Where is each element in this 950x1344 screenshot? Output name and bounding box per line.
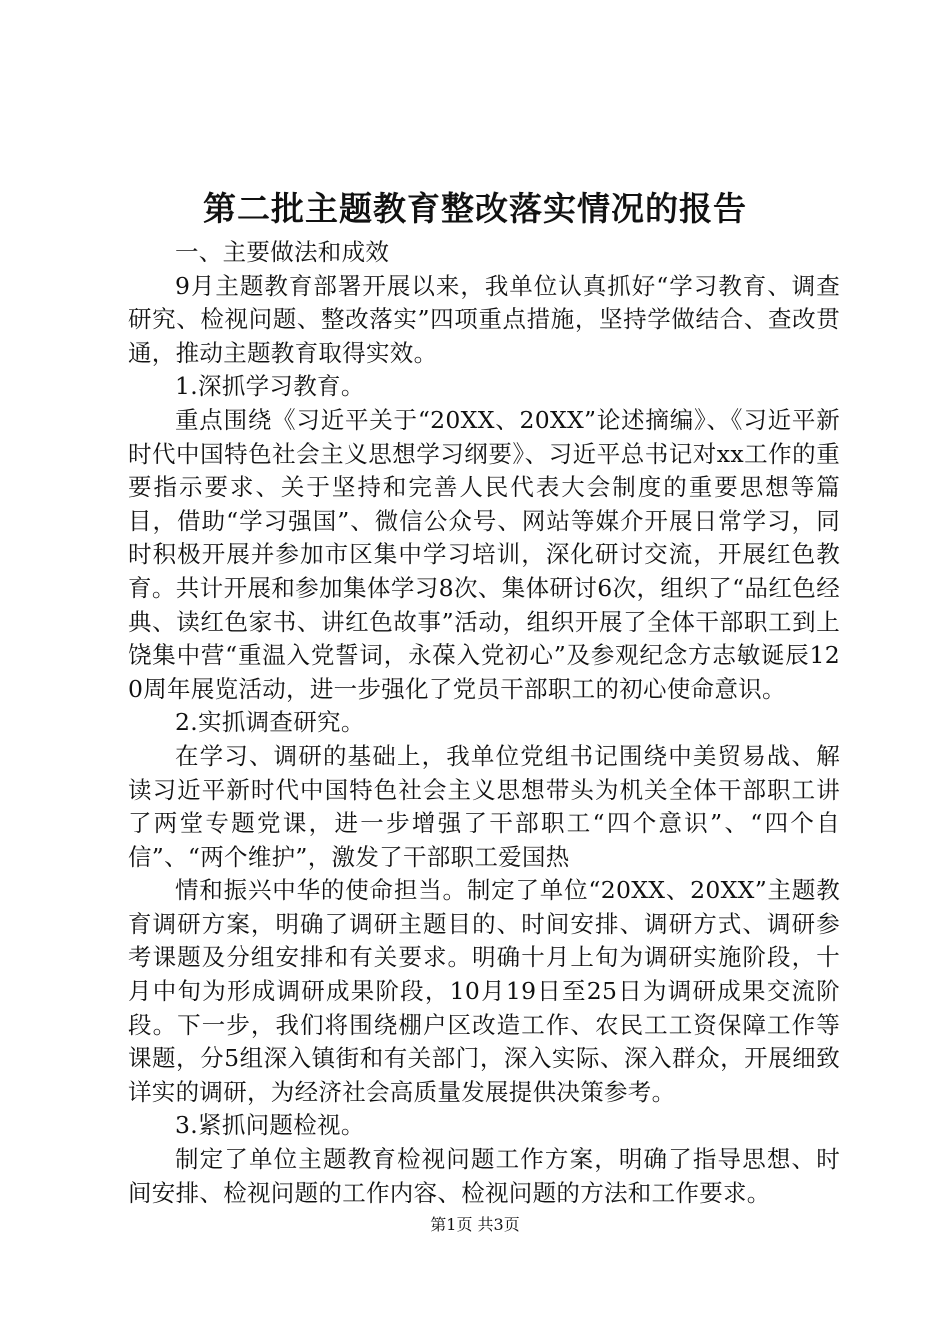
paragraph: 重点围绕《习近平关于“20XX、20XX”论述摘编》、《习近平新时代中国特色社会主义思想学习纲要》、习近平总书记对xx工作的重要指示要求、关于坚持和完善人民代表大会制度的重要思想等篇目，借助“学习强国”、微信公众号、网站等媒介开展日常学习，同时积极开展并参加市区集中学习培训，深化研讨交流，开展红色教育。共计开展和参加集体学习8次、集体研讨6次，组织了“品红色经典、读红色家书、讲红色故事”活动，组织开展了全体干部职工到上饶集中营“重温入党誓词，永葆入党初心”及参观纪念方志敏诞辰120周年展览活动，进一步强化了党员干部职工的初心使命意识。 [128, 405, 840, 703]
paragraph: 9月主题教育部署开展以来，我单位认真抓好“学习教育、调查研究、检视问题、整改落实”四项重点措施，坚持学做结合、查改贯通，推动主题教育取得实效。 [128, 271, 840, 367]
subsection-heading: 3.紧抓问题检视。 [175, 1111, 365, 1140]
paragraph: 制定了单位主题教育检视问题工作方案，明确了指导思想、时间安排、检视问题的工作内容、检视问题的方法和工作要求。 [128, 1145, 840, 1207]
paragraph: 在学习、调研的基础上，我单位党组书记围绕中美贸易战、解读习近平新时代中国特色社会主义思想带头为机关全体干部职工讲了两堂专题党课，进一步增强了干部职工“四个意识”、“四个自信”、“两个维护”，激发了干部职工爱国热 [128, 741, 840, 871]
subsection-heading: 1.深抓学习教育。 [175, 372, 365, 401]
document-title: 第二批主题教育整改落实情况的报告 [203, 189, 747, 228]
document-body [128, 236, 840, 1210]
paragraph: 情和振兴中华的使命担当。制定了单位“20XX、20XX”主题教育调研方案，明确了调研主题目的、时间安排、调研方式、调研参考课题及分组安排和有关要求。明确十月上旬为调研实施阶段，十月中旬为形成调研成果阶段，10月19日至25日为调研成果交流阶段。下一步，我们将围绕棚户区改造工作、农民工工资保障工作等课题，分5组深入镇街和有关部门，深入实际、深入群众，开展细致详实的调研，为经济社会高质量发展提供决策参考。 [128, 876, 840, 1106]
page-footer: 第1页 共3页 [430, 1215, 520, 1234]
section-heading: 一、主要做法和成效 [175, 238, 390, 266]
subsection-heading: 2.实抓调查研究。 [175, 708, 365, 737]
